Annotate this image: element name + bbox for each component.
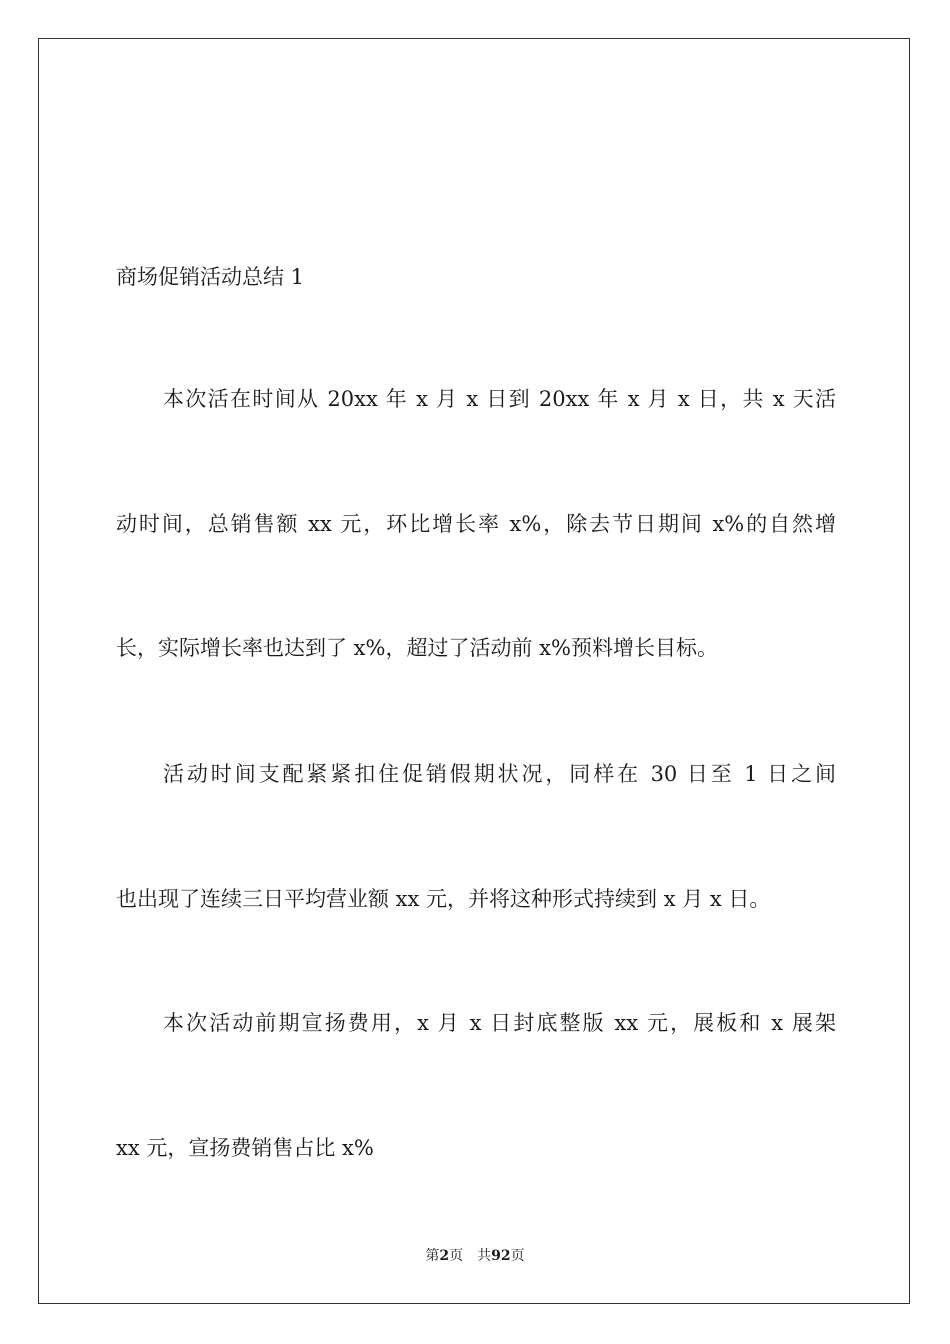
paragraph-2-line-1: 活动时间支配紧紧扣住促销假期状况，同样在 30 日至 1 日之间 [163, 762, 836, 786]
footer-page-number: 2 [439, 1248, 450, 1264]
footer-page-prefix: 第 [425, 1248, 440, 1264]
paragraph-3-line-1: 本次活动前期宣扬费用，x 月 x 日封底整版 xx 元，展板和 x 展架 [163, 1011, 836, 1035]
paragraph-1-line-3: 长，实际增长率也达到了 x%，超过了活动前 x%预料增长目标。 [116, 636, 718, 660]
page-footer [0, 1246, 950, 1266]
footer-total-prefix: 共 [477, 1248, 492, 1264]
page-border [38, 38, 910, 1304]
footer-page-suffix: 页 [449, 1248, 464, 1264]
footer-total-suffix: 页 [510, 1248, 525, 1264]
footer-total-pages: 92 [491, 1248, 511, 1264]
paragraph-2-line-2: 也出现了连续三日平均营业额 xx 元，并将这种形式持续到 x 月 x 日。 [116, 887, 771, 911]
document-heading: 商场促销活动总结 1 [116, 265, 305, 289]
paragraph-1-line-2: 动时间，总销售额 xx 元，环比增长率 x%，除去节日期间 x%的自然增 [116, 512, 836, 536]
paragraph-3-line-2: xx 元，宣扬费销售占比 x% [116, 1136, 374, 1160]
paragraph-1-line-1: 本次活在时间从 20xx 年 x 月 x 日到 20xx 年 x 月 x 日，共 x 天活 [163, 387, 836, 411]
